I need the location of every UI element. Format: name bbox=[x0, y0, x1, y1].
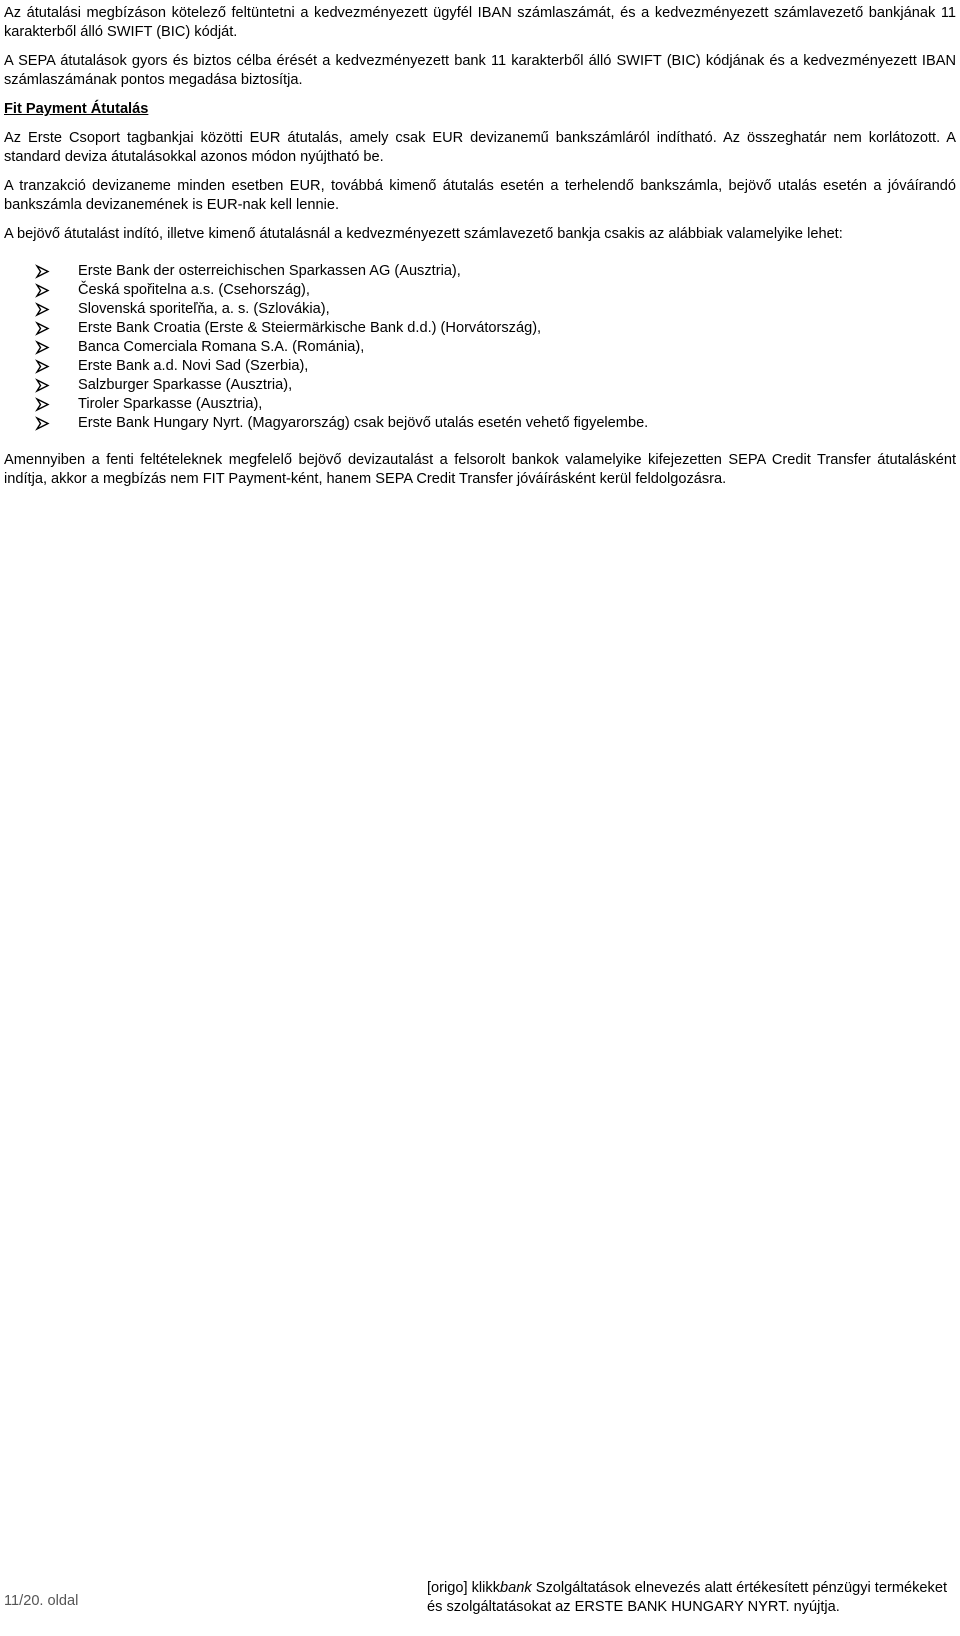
arrowhead-bullet-icon bbox=[35, 414, 51, 433]
bank-name: Česká spořitelna a.s. (Csehország), bbox=[78, 282, 310, 298]
bank-name: Slovenská sporiteľňa, a. s. (Szlovákia), bbox=[78, 301, 330, 317]
bank-name: Erste Bank Croatia (Erste & Steiermärkische Bank d.d.) (Horvátország), bbox=[78, 320, 542, 336]
bank-name: Erste Bank der osterreichischen Sparkassen AG (Ausztria), bbox=[78, 263, 461, 279]
paragraph-currency-rule: A tranzakció devizaneme minden esetben EUR, továbbá kimenő átutalás esetén a terhelendő bankszámla, bejövő utalás esetén a jóváírandó bankszámla devizanemének is EUR-nak kell lennie. bbox=[4, 178, 956, 213]
list-item bbox=[4, 319, 956, 338]
bank-name: Erste Bank Hungary Nyrt. (Magyarország) csak bejövő utalás esetén vehető figyelembe. bbox=[78, 415, 649, 431]
list-item bbox=[4, 376, 956, 395]
arrowhead-bullet-icon bbox=[35, 319, 51, 338]
list-item bbox=[4, 357, 956, 376]
list-item bbox=[4, 395, 956, 414]
list-item bbox=[4, 338, 956, 357]
arrowhead-bullet-icon bbox=[35, 281, 51, 300]
bank-name: Salzburger Sparkasse (Ausztria), bbox=[78, 377, 293, 393]
paragraph-fit-payment-description: Az Erste Csoport tagbankjai közötti EUR átutalás, amely csak EUR devizanemű bankszámláról indítható. Az összeghatár nem korlátozott. A standard deviza átutalásokkal azonos módon nyújtható be. bbox=[4, 130, 956, 165]
arrowhead-bullet-icon bbox=[35, 300, 51, 319]
list-item bbox=[4, 281, 956, 300]
paragraph-sepa-exception: Amennyiben a fenti feltételeknek megfelelő bejövő devizautalást a felsorolt bankok valamelyike kifejezetten SEPA Credit Transfer átutalásként indítja, akkor a megbízás nem FIT Payment-ként, hanem SEPA Credit Transfer jóváírásként kerül feldolgozásra. bbox=[4, 452, 956, 487]
list-item bbox=[4, 414, 956, 433]
bank-name: Erste Bank a.d. Novi Sad (Szerbia), bbox=[78, 358, 309, 374]
footer-note-prefix: [origo] klikk bbox=[427, 1580, 500, 1596]
list-item bbox=[4, 300, 956, 319]
arrowhead-bullet-icon bbox=[35, 357, 51, 376]
section-heading-fit-payment: Fit Payment Átutalás bbox=[4, 101, 149, 117]
footer-note-suffix: Szolgáltatások elnevezés alatt értékesített pénzügyi termékeket és szolgáltatásokat az ERSTE BANK HUNGARY NYRT. nyújtja. bbox=[427, 1580, 947, 1615]
document-page bbox=[4, 4, 956, 489]
paragraph-bank-list-intro: A bejövő átutalást indító, illetve kimenő átutalásnál a kedvezményezett számlavezető bankja csakis az alábbiak valamelyike lehet: bbox=[4, 226, 843, 242]
bank-name: Tiroler Sparkasse (Ausztria), bbox=[78, 396, 263, 412]
page-number: 11/20. oldal bbox=[4, 1593, 79, 1609]
bank-name: Banca Comerciala Romana S.A. (Románia), bbox=[78, 339, 365, 355]
paragraph-iban-requirement: Az átutalási megbízáson kötelező feltüntetni a kedvezményezett ügyfél IBAN számlaszámát, és a kedvezményezett számlavezető bankjának 11 karakterből álló SWIFT (BIC) kódját. bbox=[4, 5, 956, 40]
arrowhead-bullet-icon bbox=[35, 262, 51, 281]
arrowhead-bullet-icon bbox=[35, 376, 51, 395]
arrowhead-bullet-icon bbox=[35, 338, 51, 357]
footer-note bbox=[427, 1579, 947, 1617]
arrowhead-bullet-icon bbox=[35, 395, 51, 414]
footer-note-italic: bank bbox=[500, 1580, 532, 1596]
bank-list bbox=[4, 262, 956, 433]
list-item bbox=[4, 262, 956, 281]
paragraph-sepa-requirement: A SEPA átutalások gyors és biztos célba érését a kedvezményezett bank 11 karakterből álló SWIFT (BIC) kódjának és a kedvezményezett IBAN számlaszámának pontos megadása biztosítja. bbox=[4, 53, 956, 88]
